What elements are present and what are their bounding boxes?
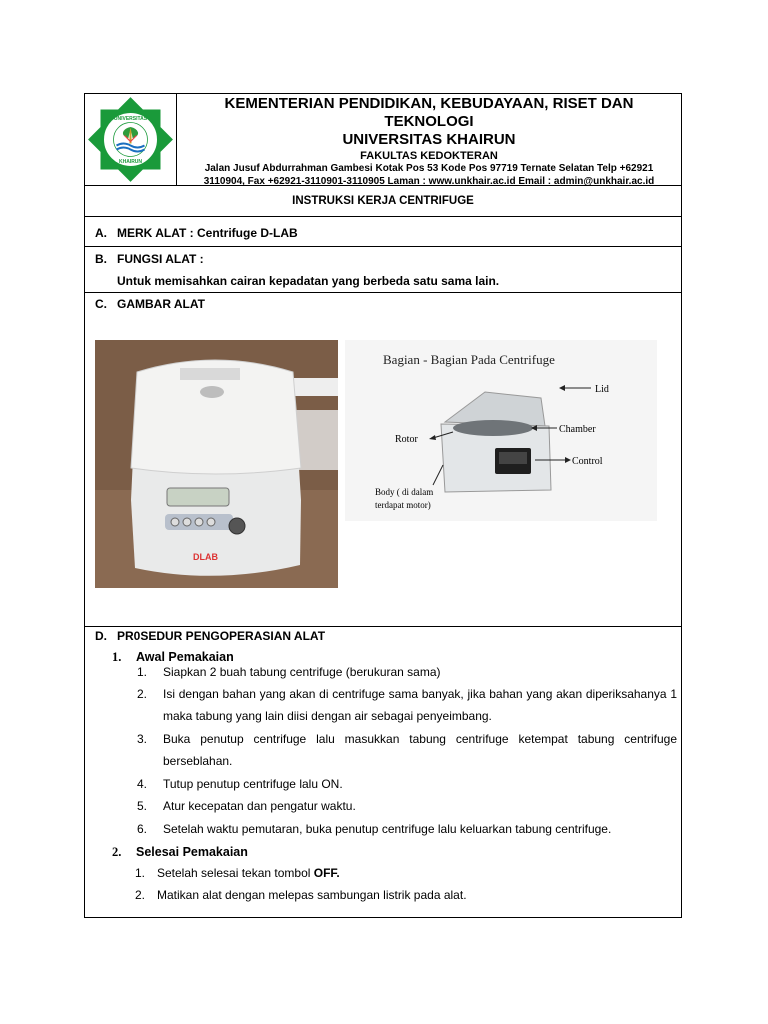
step-number: 3. bbox=[137, 732, 148, 746]
address-line-1: Jalan Jusuf Abdurrahman Gambesi Kotak Pos 53 Kode Pos 97719 Ternate Selatan Telp +62921 bbox=[204, 163, 654, 174]
ministry-line-1: KEMENTERIAN PENDIDIKAN, KEBUDAYAAN, RISET DAN bbox=[224, 95, 634, 112]
document-frame bbox=[84, 93, 682, 918]
label-chamber: Chamber bbox=[559, 424, 596, 435]
logo-text-bottom: KHAIRUN bbox=[118, 159, 143, 165]
list-item bbox=[135, 884, 677, 906]
logo-text-top: UNIVERSITAS bbox=[113, 116, 148, 122]
section-b bbox=[85, 247, 681, 293]
section-d-text: PR0SEDUR PENGOPERASIAN ALAT bbox=[117, 629, 326, 643]
subsection-selesai-title bbox=[112, 845, 248, 860]
list-item bbox=[137, 773, 677, 795]
step-number: 5. bbox=[137, 799, 148, 813]
section-d-key: D. bbox=[95, 629, 107, 643]
list-item bbox=[137, 683, 677, 727]
step-text: Isi dengan bahan yang akan di centrifuge sama banyak, jika bahan yang akan diperiksahanya 1 maka tabung yang lain diisi dengan air sebagai penyeimbang. bbox=[163, 687, 677, 723]
label-control: Control bbox=[572, 456, 603, 467]
label-lid: Lid bbox=[595, 384, 609, 395]
university-logo-cell bbox=[85, 94, 177, 185]
step-text: Setelah selesai tekan tombol bbox=[157, 866, 314, 880]
section-c bbox=[85, 293, 681, 627]
section-c-key: C. bbox=[95, 297, 107, 311]
faculty-name: FAKULTAS KEDOKTERAN bbox=[360, 150, 498, 162]
subsection-awal-num: 1. bbox=[112, 650, 122, 664]
function-description: Untuk memisahkan cairan kepadatan yang berbeda satu sama lain. bbox=[117, 274, 500, 288]
step-number: 6. bbox=[137, 822, 148, 836]
diagram-title: Bagian - Bagian Pada Centrifuge bbox=[383, 352, 555, 367]
email-link[interactable]: admin@unkhair.ac.id bbox=[553, 176, 655, 187]
list-item bbox=[137, 795, 677, 817]
centrifuge-photo-image bbox=[95, 340, 338, 588]
list-item bbox=[137, 728, 677, 772]
list-item bbox=[137, 818, 677, 840]
section-b-key: B. bbox=[95, 252, 107, 266]
section-b-text: FUNGSI ALAT : bbox=[117, 252, 204, 266]
step-text: Setelah waktu pemutaran, buka penutup centrifuge lalu keluarkan tabung centrifuge. bbox=[163, 822, 612, 836]
label-rotor: Rotor bbox=[395, 434, 418, 445]
letterhead-text bbox=[177, 94, 681, 185]
centrifuge-brand: DLAB bbox=[193, 552, 218, 562]
step-number: 2. bbox=[137, 687, 148, 701]
section-a bbox=[85, 217, 681, 247]
website-link[interactable]: www.unkhair.ac.id bbox=[428, 176, 516, 187]
step-emphasis: OFF. bbox=[313, 866, 340, 880]
ministry-line-2: TEKNOLOGI bbox=[384, 113, 474, 130]
section-b-label bbox=[95, 252, 204, 266]
step-number: 4. bbox=[137, 777, 148, 791]
step-text: Matikan alat dengan melepas sambungan listrik pada alat. bbox=[157, 888, 467, 902]
address-contacts: 3110904, Fax +62921-3110901-3110905 Laman : bbox=[203, 176, 429, 187]
centrifuge-parts-diagram bbox=[345, 340, 657, 521]
section-d-label bbox=[95, 629, 325, 643]
parts-diagram-image bbox=[345, 340, 657, 521]
section-c-text: GAMBAR ALAT bbox=[117, 297, 205, 311]
step-text: Siapkan 2 buah tabung centrifuge (berukuran sama) bbox=[163, 665, 441, 679]
label-body-1: Body ( di dalam bbox=[375, 487, 434, 497]
centrifuge-photo bbox=[95, 340, 338, 588]
list-item bbox=[135, 862, 677, 884]
section-a-label bbox=[95, 226, 298, 240]
email-label: Email : bbox=[515, 176, 554, 187]
section-a-text: MERK ALAT : Centrifuge D-LAB bbox=[117, 226, 298, 240]
subsection-selesai-num: 2. bbox=[112, 845, 122, 859]
subsection-selesai-text: Selesai Pemakaian bbox=[136, 845, 248, 859]
step-number: 1. bbox=[135, 866, 146, 880]
subsection-awal-text: Awal Pemakaian bbox=[136, 650, 234, 664]
section-c-label bbox=[95, 297, 205, 311]
step-text: Atur kecepatan dan pengatur waktu. bbox=[163, 799, 356, 813]
list-item bbox=[137, 661, 677, 683]
step-number: 1. bbox=[137, 665, 148, 679]
document-title: INSTRUKSI KERJA CENTRIFUGE bbox=[85, 186, 681, 217]
university-logo bbox=[85, 94, 176, 185]
step-number: 2. bbox=[135, 888, 146, 902]
university-name: UNIVERSITAS KHAIRUN bbox=[342, 131, 516, 148]
step-text: Tutup penutup centrifuge lalu ON. bbox=[163, 777, 343, 791]
step-text: Buka penutup centrifuge lalu masukkan tabung centrifuge ketempat tabung centrifuge berseblahan. bbox=[163, 732, 677, 768]
section-a-key: A. bbox=[95, 226, 107, 240]
section-d bbox=[85, 627, 681, 919]
label-body-2: terdapat motor) bbox=[375, 500, 431, 510]
letterhead bbox=[85, 94, 681, 186]
